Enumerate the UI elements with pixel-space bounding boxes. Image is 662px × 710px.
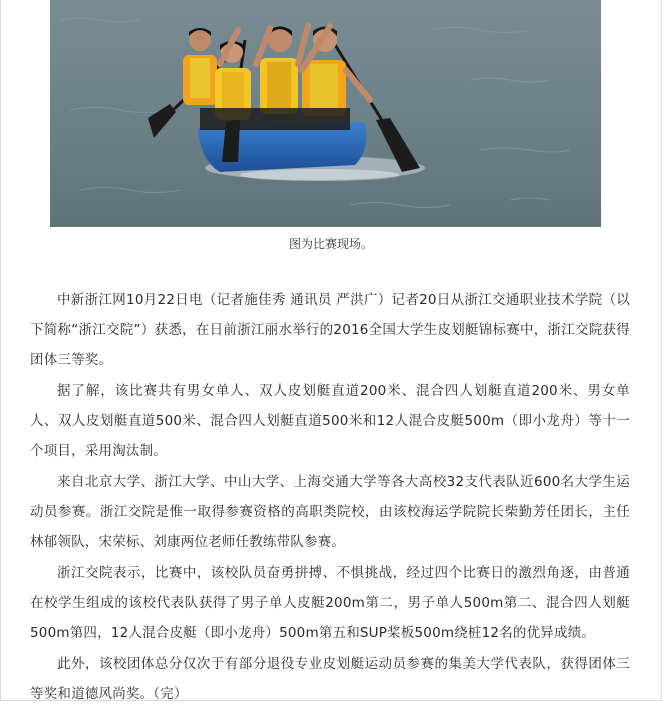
article-paragraph: 此外，该校团体总分仅次于有部分退役专业皮划艇运动员参赛的集美大学代表队，获得团体三等奖和道德风尚奖。（完）	[30, 656, 630, 702]
boat-race-image	[50, 0, 601, 227]
race-photo	[50, 0, 601, 227]
article-paragraph: 来自北京大学、浙江大学、中山大学、上海交通大学等各大高校32支代表队近600名大学生运动员参赛。浙江交院是惟一取得参赛资格的高职类院校，由该校海运学院院长柴勤芳任团长，主任林郁领队，宋荣标、刘康两位老师任教练带队参赛。	[30, 474, 630, 550]
article-paragraph: 中新浙江网10月22日电（记者施佳秀 通讯员 严洪广）记者20日从浙江交通职业技术学院（以下简称“浙江交院”）获悉，在日前浙江丽水举行的2016全国大学生皮划艇锦标赛中，浙江交院获得团体三等奖。	[30, 292, 630, 368]
article-paragraph: 据了解，该比赛共有男女单人、双人皮划艇直道200米、混合四人划艇直道200米、男女单人、双人皮划艇直道500米、混合四人划艇直道500米和12人混合皮艇500m（即小龙舟）等十一个项目，采用淘汰制。	[30, 383, 630, 459]
article-body	[30, 285, 630, 710]
article-paragraph: 浙江交院表示，比赛中，该校队员奋勇拼搏、不惧挑战，经过四个比赛日的激烈角逐，由普通在校学生组成的该校代表队获得了男子单人皮艇200m第二，男子单人500m第二、混合四人划艇500m第四，12人混合皮艇（即小龙舟）500m第五和SUP桨板500m绕桩12名的优异成绩。	[30, 565, 630, 641]
photo-caption: 图为比赛现场。	[288, 237, 373, 251]
